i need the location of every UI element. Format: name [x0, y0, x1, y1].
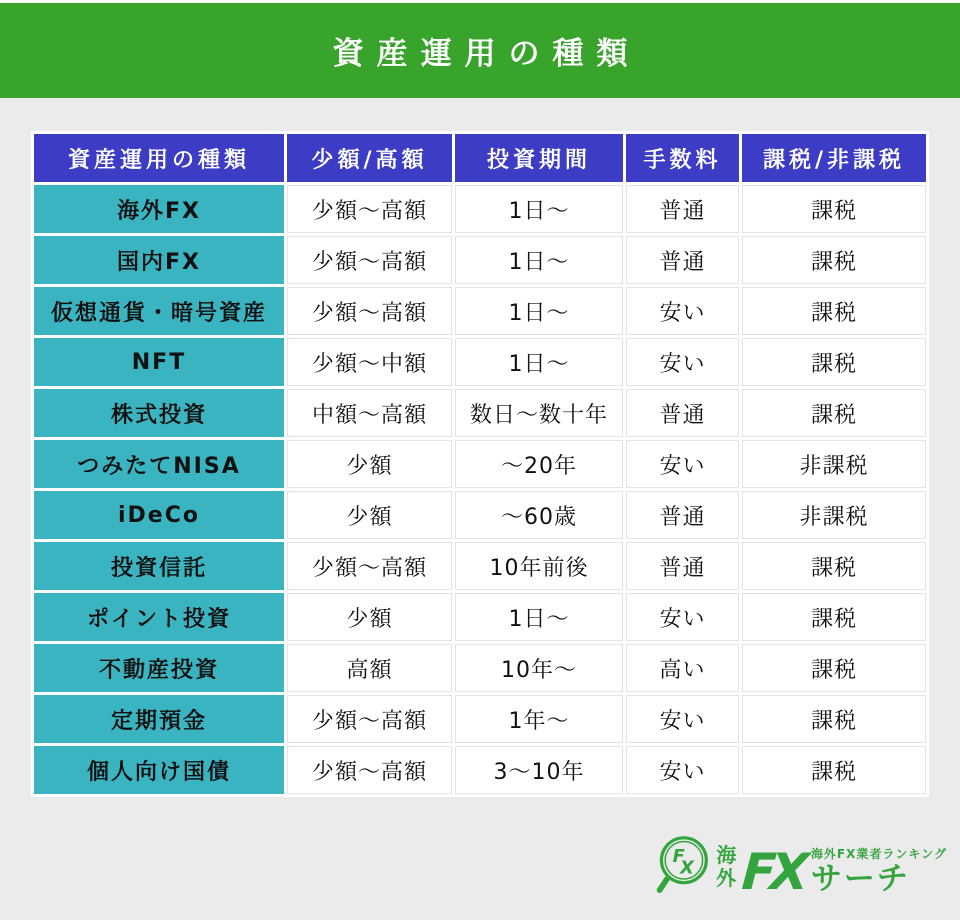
row-label-cell: 投資信託 — [34, 542, 284, 590]
row-label-cell: NFT — [34, 338, 284, 386]
row-label-cell: 仮想通貨・暗号資産 — [34, 287, 284, 335]
table-row — [34, 593, 926, 641]
value-cell: 非課税 — [742, 440, 926, 488]
row-label-cell: 不動産投資 — [34, 644, 284, 692]
value-cell: 安い — [626, 695, 739, 743]
value-cell: 少額〜高額 — [287, 236, 452, 284]
logo-kaigai-bottom: 外 — [716, 866, 737, 891]
value-cell: 1日〜 — [455, 593, 623, 641]
column-header: 投資期間 — [455, 134, 623, 182]
icon-letter-f: F — [672, 847, 685, 868]
column-header: 少額/高額 — [287, 134, 452, 182]
value-cell: 1日〜 — [455, 287, 623, 335]
value-cell: 少額 — [287, 593, 452, 641]
value-cell: 数日〜数十年 — [455, 389, 623, 437]
value-cell: 〜20年 — [455, 440, 623, 488]
icon-letter-x: X — [680, 858, 695, 879]
table-row — [34, 338, 926, 386]
row-label-cell: 個人向け国債 — [34, 746, 284, 794]
table-row — [34, 185, 926, 233]
table-header-row — [34, 134, 926, 182]
value-cell: 1年〜 — [455, 695, 623, 743]
logo-kaigai-top: 海 — [716, 842, 737, 867]
value-cell: 普通 — [626, 185, 739, 233]
value-cell: 少額〜中額 — [287, 338, 452, 386]
asset-comparison-table — [31, 131, 929, 797]
row-label-cell: つみたてNISA — [34, 440, 284, 488]
logo-fx-mark: FX — [740, 843, 805, 901]
value-cell: 1日〜 — [455, 185, 623, 233]
value-cell: 課税 — [742, 542, 926, 590]
value-cell: 安い — [626, 440, 739, 488]
value-cell: 3〜10年 — [455, 746, 623, 794]
row-label-cell: ポイント投資 — [34, 593, 284, 641]
value-cell: 1日〜 — [455, 338, 623, 386]
value-cell: 安い — [626, 746, 739, 794]
row-label-cell: iDeCo — [34, 491, 284, 539]
value-cell: 10年〜 — [455, 644, 623, 692]
table-row — [34, 491, 926, 539]
value-cell: 普通 — [626, 389, 739, 437]
table-body — [34, 185, 926, 794]
table-row — [34, 287, 926, 335]
logo-search-text: サーチ — [810, 861, 910, 897]
value-cell: 安い — [626, 338, 739, 386]
row-label-cell: 国内FX — [34, 236, 284, 284]
row-label-cell: 株式投資 — [34, 389, 284, 437]
value-cell: 10年前後 — [455, 542, 623, 590]
value-cell: 課税 — [742, 593, 926, 641]
value-cell: 非課税 — [742, 491, 926, 539]
title-banner — [0, 3, 960, 98]
table-row — [34, 695, 926, 743]
value-cell: 安い — [626, 593, 739, 641]
value-cell: 課税 — [742, 185, 926, 233]
row-label-cell: 海外FX — [34, 185, 284, 233]
table-row — [34, 542, 926, 590]
site-logo — [653, 833, 947, 901]
value-cell: 課税 — [742, 338, 926, 386]
logo-kaigai-vertical — [716, 844, 736, 891]
value-cell: 高い — [626, 644, 739, 692]
value-cell: 普通 — [626, 236, 739, 284]
value-cell: 普通 — [626, 542, 739, 590]
page-title: 資産運用の種類 — [332, 36, 641, 72]
table-row — [34, 389, 926, 437]
value-cell: 1日〜 — [455, 236, 623, 284]
column-header: 課税/非課税 — [742, 134, 926, 182]
table-row — [34, 746, 926, 794]
value-cell: 課税 — [742, 644, 926, 692]
value-cell: 少額〜高額 — [287, 695, 452, 743]
value-cell: 少額 — [287, 491, 452, 539]
value-cell: 少額〜高額 — [287, 542, 452, 590]
row-label-cell: 定期預金 — [34, 695, 284, 743]
magnifier-fx-icon — [653, 833, 711, 895]
table-row — [34, 440, 926, 488]
table-row — [34, 644, 926, 692]
value-cell: 普通 — [626, 491, 739, 539]
value-cell: 課税 — [742, 746, 926, 794]
table-row — [34, 236, 926, 284]
value-cell: 少額〜高額 — [287, 287, 452, 335]
column-header: 手数料 — [626, 134, 739, 182]
column-header: 資産運用の種類 — [34, 134, 284, 182]
value-cell: 安い — [626, 287, 739, 335]
value-cell: 〜60歳 — [455, 491, 623, 539]
value-cell: 少額〜高額 — [287, 746, 452, 794]
value-cell: 少額〜高額 — [287, 185, 452, 233]
value-cell: 課税 — [742, 287, 926, 335]
value-cell: 課税 — [742, 695, 926, 743]
value-cell: 少額 — [287, 440, 452, 488]
value-cell: 課税 — [742, 389, 926, 437]
value-cell: 中額〜高額 — [287, 389, 452, 437]
value-cell: 高額 — [287, 644, 452, 692]
value-cell: 課税 — [742, 236, 926, 284]
logo-tagline: 海外FX業者ランキング — [810, 847, 947, 861]
